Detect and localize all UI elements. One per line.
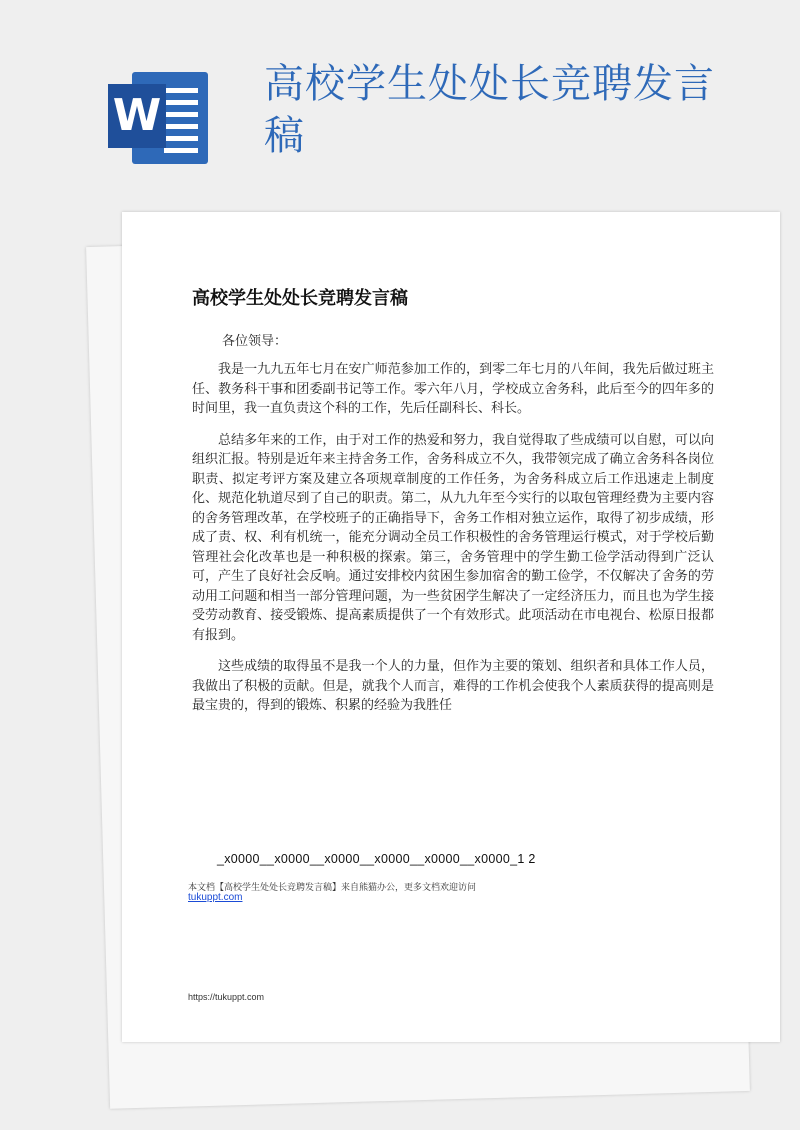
word-document-icon	[108, 72, 208, 164]
footer-code: _x0000__x0000__x0000__x0000__x0000__x0000_1 2	[217, 852, 536, 866]
greeting: 各位领导：	[222, 334, 288, 349]
document-body	[192, 360, 714, 728]
paragraph-1: 我是一九九五年七月在安广师范参加工作的，到零二年七月的八年间，我先后做过班主任、教务科干事和团委副书记等工作。零六年八月，学校成立舍务科，此后至今的四年多的时间里，我一直负责这个科的工作，先后任副科长、科长。	[192, 362, 714, 416]
source-note: 本文档【高校学生处处长竞聘发言稿】来自熊猫办公，更多文档欢迎访问	[188, 883, 477, 893]
document-title: 高校学生处处长竞聘发言稿	[192, 288, 408, 309]
source-link[interactable]: tukuppt.com	[188, 892, 243, 903]
header	[0, 0, 800, 210]
paragraph-2: 总结多年来的工作，由于对工作的热爱和努力，我自觉得取了些成绩可以自慰，可以向组织汇报。特别是近年来主持舍务工作，舍务科成立不久，我带领完成了确立舍务科各岗位职责、拟定考评方案及建立各项规章制度的工作任务，为舍务科成立后工作迅速走上制度化、规范化轨道尽到了自己的职责。第二，从九九年至今实行的以取包管理经费为主要内容的舍务管理改革，在学校班子的正确指导下，舍务工作相对独立运作，取得了初步成绩，形成了责、权、利有机统一，能充分调动全员工作积极性的舍务管理运行模式，对于学校后勤管理社会化改革也是一种积极的探索。第三，舍务管理中的学生勤工俭学活动得到广泛认可，产生了良好社会反响。通过安排校内贫困生参加宿舍的勤工俭学，不仅解决了舍务的劳动用工问题和相当一部分管理问题，为一些贫困学生解决了一定经济压力，而且也为学生接受劳动教育、接受锻炼、提高素质提供了一个有效形式。此项活动在市电视台、松原日报都有报到。	[192, 432, 714, 643]
paragraph-3: 这些成绩的取得虽不是我一个人的力量，但作为主要的策划、组织者和具体工作人员，我做出了积极的贡献。但是，就我个人而言，难得的工作机会使我个人素质获得的提高则是最宝贵的，得到的锻炼、积累的经验为我胜任	[192, 659, 714, 713]
page-title: 高校学生处处长竞聘发言稿	[264, 61, 715, 159]
bottom-url: https://tukuppt.com	[188, 992, 265, 1002]
document-page	[122, 212, 780, 1042]
word-icon-letter: W	[108, 84, 166, 148]
